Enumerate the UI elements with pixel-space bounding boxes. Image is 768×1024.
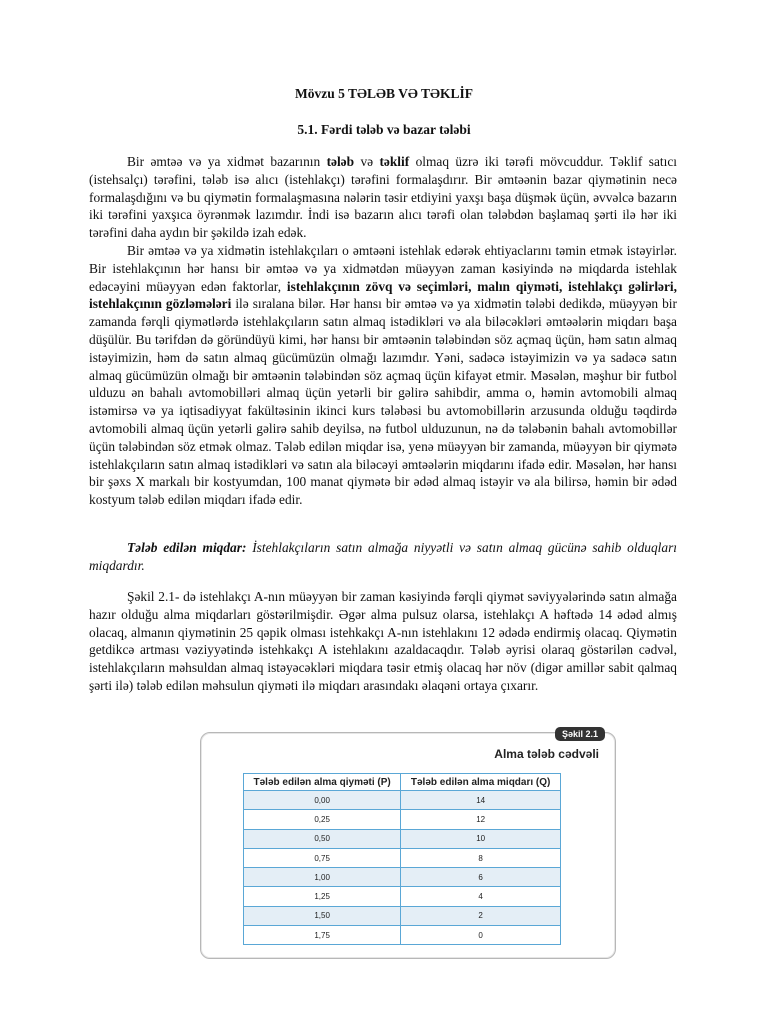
table-row (244, 810, 561, 829)
quantity-cell: 2 (401, 906, 561, 925)
quantity-cell: 6 (401, 868, 561, 887)
paragraph-market-sides: Bir əmtəə və ya xidmət bazarının tələb və təklif olmaq üzrə iki tərəfi mövcuddur. Təklif satıcı (istehsalçı) tərəfini, tələb isə alıcı (istehlakçı) tərəfini formalaşdırır. Bir əmtəənin bazar qiymətinin necə formalaşdığını və bu qiymətin formalaşmasına nələrin təsir etdiyini yaxşı başa düşmək üçün, əvvəlcə bazarın iki tərəfini yaxşıca öyrənmək lazımdır. İndi isə bazarın alıcı tərəfi olan tələbdən başlamaq şərti ilə hər iki tərəfini daha aydın bir şəkildə izah edək. (89, 154, 677, 241)
definition-term: Tələb edilən miqdar: (127, 540, 247, 555)
term-demand: tələb (326, 154, 355, 169)
column-header-price: Tələb edilən alma qiyməti (P) (244, 774, 401, 791)
table-row (244, 848, 561, 867)
quantity-cell: 10 (401, 829, 561, 848)
price-cell: 1,25 (244, 887, 401, 906)
price-cell: 0,25 (244, 810, 401, 829)
definition-text: İstehlakçıların satın almağa niyyətli və satın almaq gücünə sahib olduqları miqdardır. (89, 540, 677, 573)
demand-factors-list: istehlakçının zövq və seçimləri, malın qiyməti, istehlakçı gəlirləri, istehlakçının gözləmələri (89, 278, 677, 312)
figure-badge: Şəkil 2.1 (555, 727, 605, 741)
body-text-block-1 (89, 153, 677, 509)
column-header-quantity: Tələb edilən alma miqdarı (Q) (401, 774, 561, 791)
price-cell: 1,00 (244, 868, 401, 887)
table-row (244, 868, 561, 887)
page-title: Mövzu 5 TƏLƏB VƏ TƏKLİF (295, 86, 473, 101)
quantity-cell: 0 (401, 926, 561, 945)
price-cell: 0,75 (244, 848, 401, 867)
figure-demand-table (200, 729, 616, 959)
paragraph-figure-explanation: Şəkil 2.1- də istehlakçı A-nın müəyyən bir zaman kəsiyində fərqli qiymət səviyyələrində satın almağa hazır olduğu alma miqdarları göstərilmişdir. Əgər alma pulsuz olarsa, istehlakçı A həftədə 14 ədəd almış olacaq, almanın qiymətinin 25 qəpik olması istehkakçı A-nın istehlakını 12 ədədə endirmiş olacaq. Qiymətin getdikcə artması vəziyyətində istehkakçı A istehlakını azaldacaqdır. Tələb əyrisi olaraq göstərilən cədvəl, istehlakçıların məhsuldan almaq istəyəcəkləri miqdara təsir etmiş olacaq hər növ (digər amillər sabit qalmaq şərti ilə) tələb edilən məhsulun qiyməti ilə miqdarı arasındakı əlaqəni ortaya çıxarır. (89, 589, 677, 693)
term-supply: təklif (379, 154, 410, 169)
figure-title: Alma tələb cədvəli (494, 747, 599, 761)
price-cell: 0,50 (244, 829, 401, 848)
demand-schedule-table (243, 773, 561, 945)
definition-paragraph (89, 539, 677, 575)
section-subtitle: 5.1. Fərdi tələb və bazar tələbi (297, 122, 471, 137)
table-row (244, 906, 561, 925)
price-cell: 1,50 (244, 906, 401, 925)
body-text-block-2 (89, 588, 677, 695)
table-row (244, 926, 561, 945)
table-row (244, 829, 561, 848)
quantity-cell: 14 (401, 791, 561, 810)
quantity-cell: 8 (401, 848, 561, 867)
quantity-cell: 12 (401, 810, 561, 829)
definition-block (89, 539, 677, 575)
table-header-row (244, 774, 561, 791)
quantity-cell: 4 (401, 887, 561, 906)
table-row (244, 791, 561, 810)
price-cell: 0,00 (244, 791, 401, 810)
paragraph-demand-factors: Bir əmtəə və ya xidmətin istehlakçıları o əmtəəni istehlak edərək ehtiyaclarını təmin etmək istəyirlər. Bir istehlakçının hər hansı bir əmtəə və ya xidmətdən müəyyən zaman kəsiyində nə miqdarda istehlak edəcəyini müəyyən edən faktorlar, istehlakçının zövq və seçimləri, malın qiyməti, istehlakçı gəlirləri, istehlakçının gözləmələri ilə sıralana bilər. Hər hansı bir əmtəə və ya xidmətin tələbi dedikdə, müəyyən bir zamanda fərqli qiymətlərdə istehlakçıların satın almaq istədikləri və ala biləcəkləri əmtəələrin miqdarı başa düşülür. Bu tərifdən də göründüyü kimi, hər hansı bir əmtəənin tələbindən söz açmaq üçün, həm satın almaq istəyimizin, həm də satın almaq gücümüzün olmağı lazımdır. Yəni, sadəcə istəyimizin və ya sadəcə satın almaq gücümüzün olmağı bir əmtəənin tələbindən söz açmaq üçün kifayət etmir. Məsələn, məşhur bir futbol ulduzu ən bahalı avtomobilləri almaq üçün yetərli bir gəlirə sahibdir, amma o, həmin avtomobili almaq istəmirsə və ya iqtisadiyyat fakültəsinin ikinci kurs tələbəsi bu avtomobillərin arzusunda olduğu təqdirdə avtomobili almaq üçün yetərli gəlirə sahib deyilsə, nə futbol ulduzunun, nə də tələbənin bahalı avtomobillər üçün tələbindən söz etmək olmaz. Tələb edilən miqdar isə, yenə müəyyən bir zamanda, müəyyən bir qiymətə istehlakçıların satın almaq istədikləri və satın ala biləcəyi əmtəələrin miqdarını ifadə edir. Məsələn, hər hansı bir şəxs X markalı bir kostyumdan, 100 manat qiymətə bir ədəd almaq istəyir və ala bilirsə, həmin bir ədəd kostyum tələb edilən miqdarı ifadə edir. (89, 242, 677, 508)
price-cell: 1,75 (244, 926, 401, 945)
table-row (244, 887, 561, 906)
